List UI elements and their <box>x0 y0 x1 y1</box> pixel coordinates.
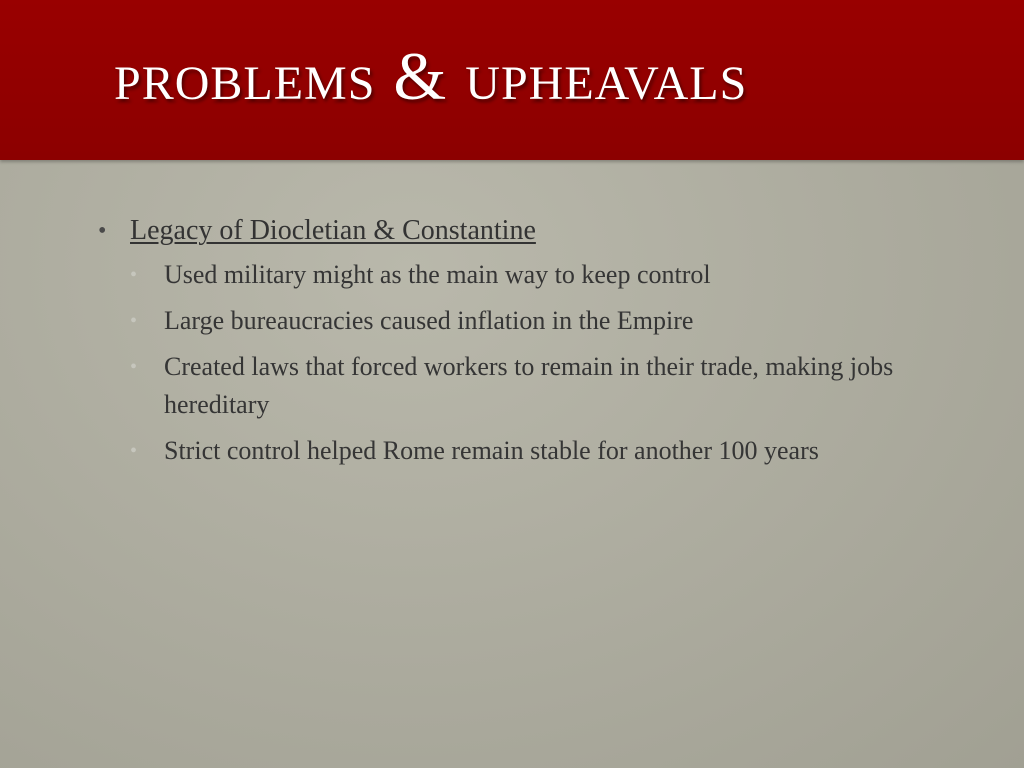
bullet-text: Legacy of Diocletian & Constantine <box>130 215 536 246</box>
sub-bullet-item <box>98 256 924 294</box>
sub-bullet-text: Used military might as the main way to keep control <box>164 260 711 289</box>
sub-bullet-text: Large bureaucracies caused inflation in the Empire <box>164 306 694 335</box>
sub-bullet-marker: • <box>130 356 138 378</box>
slide-content <box>98 210 938 478</box>
sub-bullet-text: Strict control helped Rome remain stable for another 100 years <box>164 436 819 465</box>
sub-bullet-marker: • <box>130 440 138 462</box>
sub-bullet-marker: • <box>130 310 138 332</box>
sub-bullet-list <box>98 256 938 470</box>
sub-bullet-text: Created laws that forced workers to remain in their trade, making jobs hereditary <box>164 352 894 419</box>
bullet-item <box>98 210 938 252</box>
sub-bullet-item <box>98 348 924 424</box>
title-bar <box>0 0 1024 160</box>
bullet-marker: • <box>98 218 107 244</box>
sub-bullet-item <box>98 432 924 470</box>
sub-bullet-marker: • <box>130 264 138 286</box>
sub-bullet-item <box>98 302 924 340</box>
slide-title: problems & upheavals <box>114 38 748 114</box>
